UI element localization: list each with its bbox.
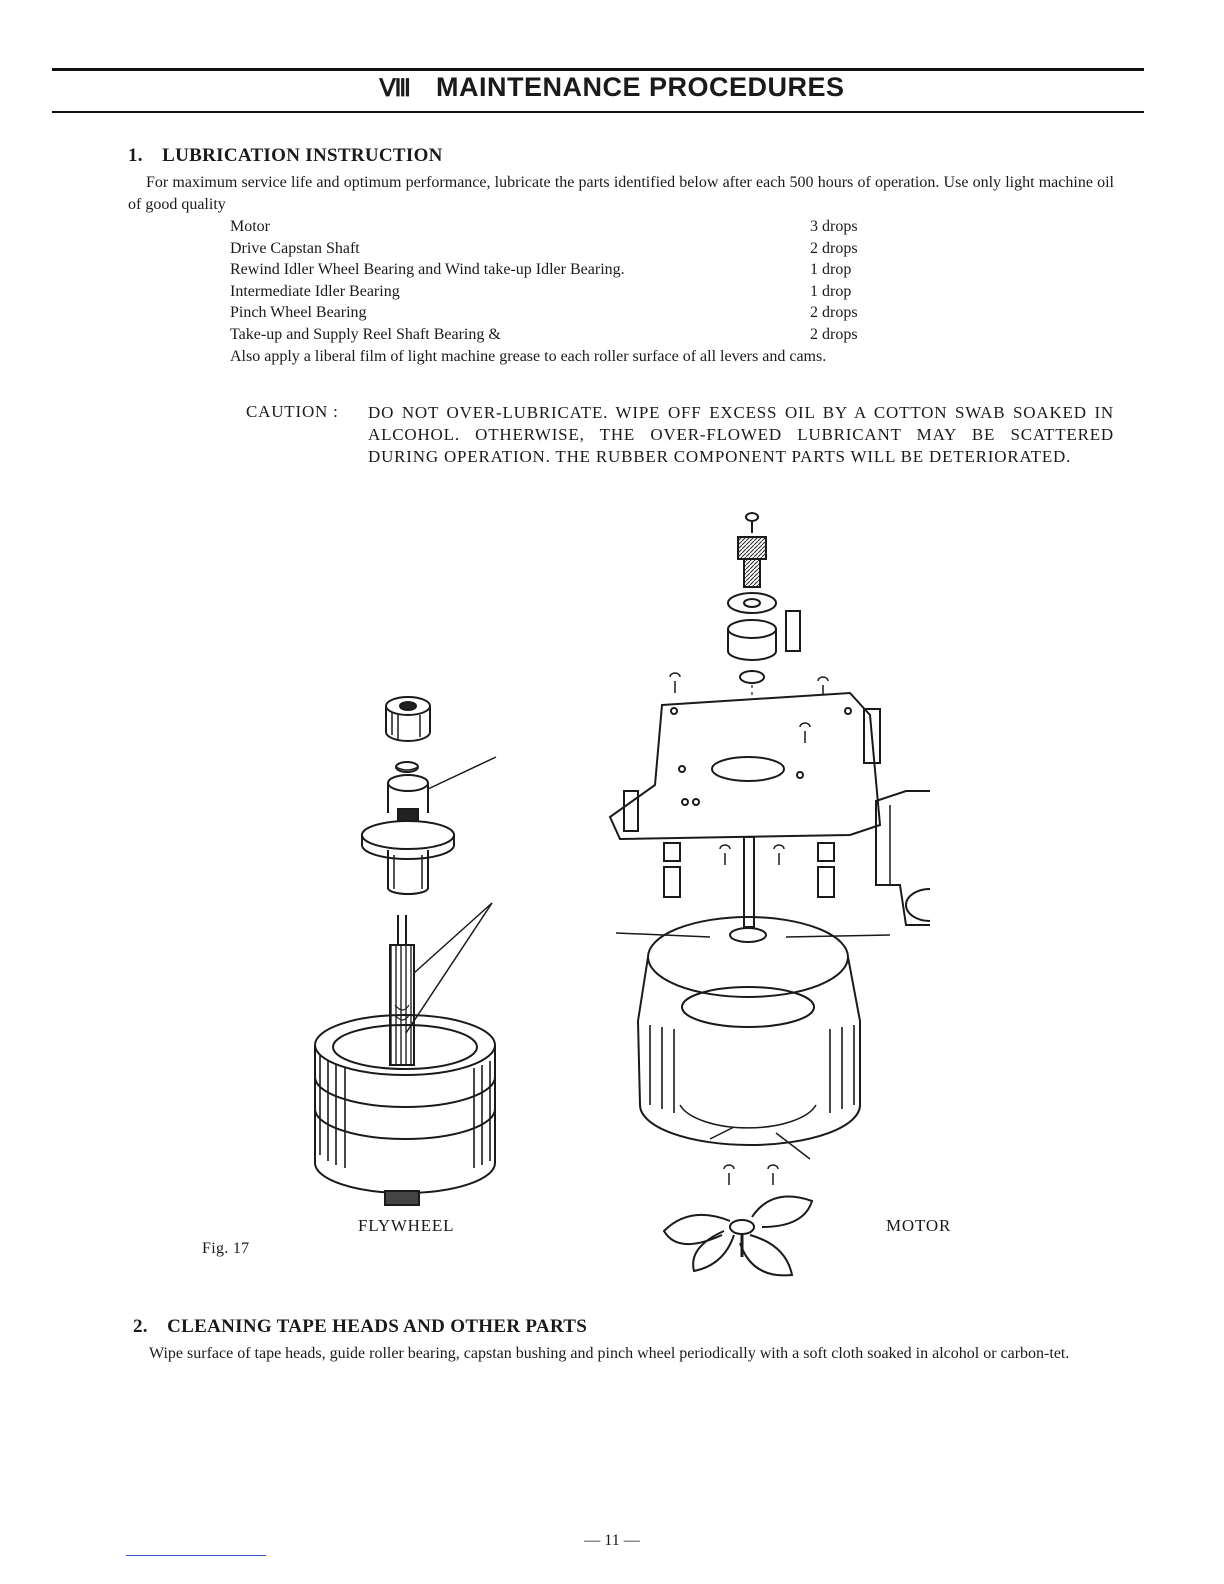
lubrication-row <box>230 259 910 281</box>
flywheel-assembly <box>315 697 496 1205</box>
lubrication-part: Intermediate Idler Bearing <box>230 282 400 300</box>
caution-label: CAUTION : <box>246 402 339 421</box>
lubrication-part: Rewind Idler Wheel Bearing and Wind take-up Idler Bearing. <box>230 261 625 278</box>
header-bottom-rule <box>52 111 1144 113</box>
lubrication-intro: For maximum service life and optimum performance, lubricate the parts identified below after each 500 hours of operation. Use only light machine oil of good quality <box>128 174 1114 213</box>
lubrication-amount: 1 drop <box>810 282 852 300</box>
lubrication-row <box>230 281 910 303</box>
lubrication-part: Motor <box>230 218 270 235</box>
page-title-text: MAINTENANCE PROCEDURES <box>436 72 845 102</box>
page-number: — 11 — <box>584 1532 640 1549</box>
lubrication-part: Drive Capstan Shaft <box>230 239 360 257</box>
lubrication-row <box>230 302 910 324</box>
lubrication-amount: 2 drops <box>810 325 858 343</box>
section-number: Ⅷ <box>379 76 411 102</box>
lubrication-heading: 1. LUBRICATION INSTRUCTION <box>128 145 443 166</box>
lubrication-row <box>230 238 910 260</box>
lubrication-amount: 3 drops <box>810 218 858 235</box>
lubrication-part: Take-up and Supply Reel Shaft Bearing & <box>230 325 501 343</box>
caution-text: DO NOT OVER-LUBRICATE. WIPE OFF EXCESS OIL BY A COTTON SWAB SOAKED IN ALCOHOL. OTHERWISE, THE OVER-FLOWED LUBRICANT MAY BE SCATTERED DURING OPERATION. THE RUBBER COMPONENT PARTS WILL BE DETERIORATED. <box>368 403 1114 466</box>
lubrication-amount: 1 drop <box>810 261 852 278</box>
lubrication-part: Pinch Wheel Bearing <box>230 304 367 321</box>
grease-note: Also apply a liberal film of light machine grease to each roller surface of all levers and cams. <box>230 348 827 365</box>
lubrication-table <box>230 216 910 345</box>
footer-rule <box>126 1555 266 1556</box>
cleaning-text: Wipe surface of tape heads, guide roller bearing, capstan bushing and pinch wheel periodically with a soft cloth soaked in alcohol or carbon-tet. <box>149 1345 1070 1362</box>
motor-assembly <box>610 513 930 1275</box>
lubrication-row <box>230 324 910 346</box>
cleaning-heading: 2. CLEANING TAPE HEADS AND OTHER PARTS <box>133 1316 588 1337</box>
lubrication-row <box>230 216 910 238</box>
page-title <box>0 72 1224 103</box>
flywheel-caption: FLYWHEEL <box>358 1216 455 1235</box>
figure-label: Fig. 17 <box>202 1240 250 1257</box>
lubrication-amount: 2 drops <box>810 304 858 321</box>
motor-caption: MOTOR <box>886 1216 952 1235</box>
fig17-illustration <box>290 505 930 1285</box>
lubrication-amount: 2 drops <box>810 239 858 257</box>
header-top-rule <box>52 68 1144 71</box>
